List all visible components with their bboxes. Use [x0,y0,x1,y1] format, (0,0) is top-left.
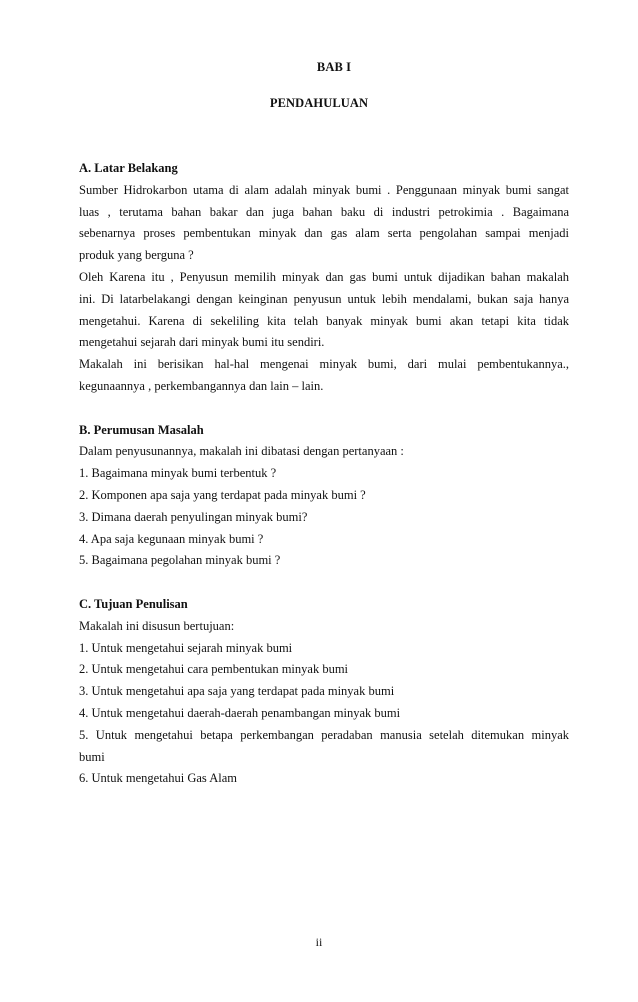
list-item: 3. Dimana daerah penyulingan minyak bumi? [79,509,308,524]
paragraph-line: kegunaannya , perkembangannya dan lain – lain. [79,378,324,393]
paragraph-line: ini. Di latarbelakangi dengan keinginan penyusun untuk lebih mendalami, bukan saja hanya [79,291,569,306]
list-item: 2. Komponen apa saja yang terdapat pada minyak bumi ? [79,487,366,502]
paragraph-line: Makalah ini berisikan hal-hal mengenai minyak bumi, dari mulai pembentukannya., [79,357,569,372]
section-intro: Dalam penyusunannya, makalah ini dibatasi dengan pertanyaan : [79,444,404,459]
list-item-continuation: bumi [79,749,105,764]
section-spacer [79,398,569,420]
chapter-title: PENDAHULUAN [269,96,369,110]
chapter-label: BAB I [316,60,352,74]
list-item: 5. Bagaimana pegolahan minyak bumi ? [79,553,281,568]
section-title-perumusan-masalah: B. Perumusan Masalah [79,422,204,437]
paragraph-line: Sumber Hidrokarbon utama di alam adalah minyak bumi . Penggunaan minyak bumi sangat [79,182,569,197]
section-title-latar-belakang: A. Latar Belakang [79,161,178,175]
paragraph-line: mengetahui sejarah dari minyak bumi itu sendiri. [79,335,325,350]
section-title-tujuan-penulisan: C. Tujuan Penulisan [79,596,188,611]
section-intro: Makalah ini disusun bertujuan: [79,618,235,633]
paragraph-line: Oleh Karena itu , Penyusun memilih minyak dan gas bumi untuk dijadikan bahan makalah [79,269,569,284]
paragraph-line: produk yang berguna ? [79,248,194,263]
list-item: 2. Untuk mengetahui cara pembentukan minyak bumi [79,662,349,677]
list-item: 1. Bagaimana minyak bumi terbentuk ? [79,466,277,481]
paragraph-line: luas , terutama bahan bakar dan juga bahan baku di industri petrokimia . Bagaimana [79,204,569,219]
page-number: ii [315,935,323,949]
list-item: 4. Untuk mengetahui daerah-daerah penambangan minyak bumi [79,705,401,720]
list-item: 1. Untuk mengetahui sejarah minyak bumi [79,640,293,655]
document-body [79,158,569,790]
list-item: 3. Untuk mengetahui apa saja yang terdapat pada minyak bumi [79,684,395,699]
paragraph-line: sebenarnya proses pembentukan minyak dan gas alam serta pengolahan sampai menjadi [79,226,569,241]
paragraph-line: mengetahui. Karena di sekeliling kita telah banyak minyak bumi akan tetapi kita tidak [79,313,569,328]
list-item: 6. Untuk mengetahui Gas Alam [79,771,237,786]
section-spacer [79,572,569,594]
list-item: 5. Untuk mengetahui betapa perkembangan peradaban manusia setelah ditemukan minyak [79,727,569,742]
list-item: 4. Apa saja kegunaan minyak bumi ? [79,531,264,546]
